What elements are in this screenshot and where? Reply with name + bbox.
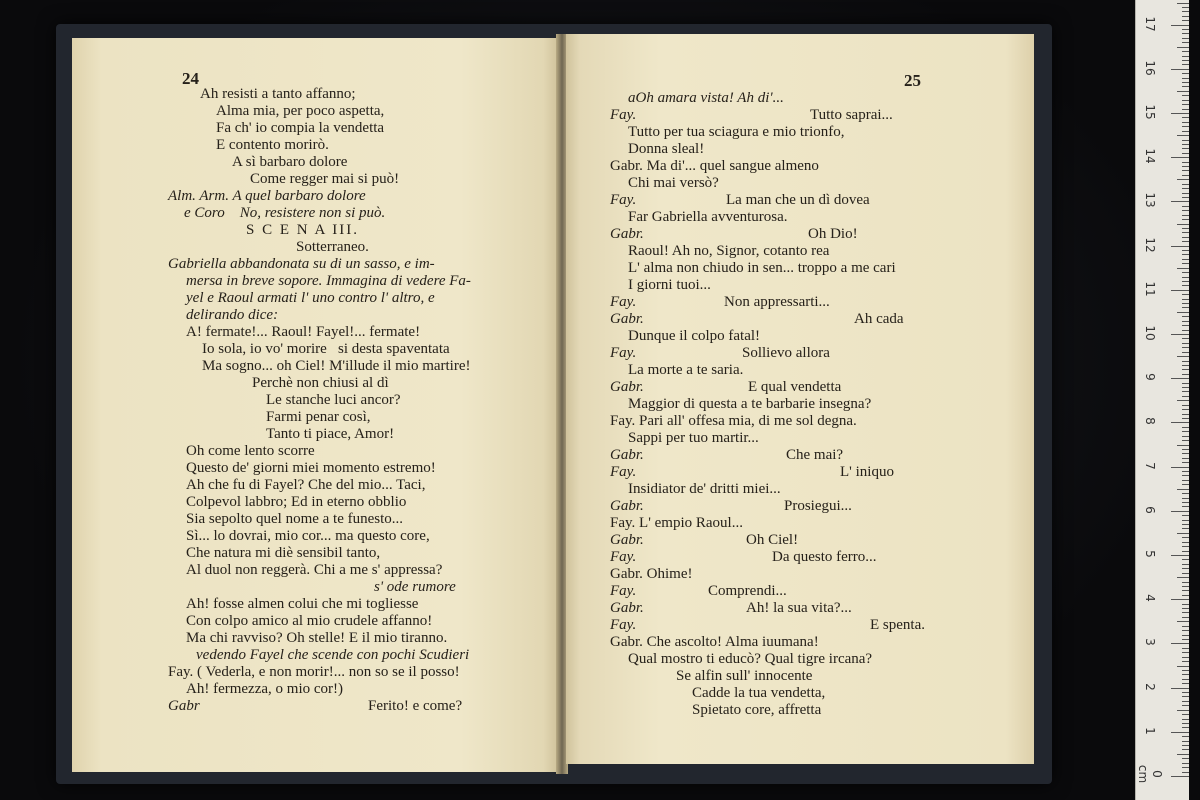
- text-line: La morte a te saria.: [628, 362, 744, 378]
- ruler-tick: [1182, 294, 1189, 295]
- text-line: Gabr. Ma di'... quel sangue almeno: [610, 158, 819, 174]
- text-line: Se alfin sull' innocente: [676, 668, 813, 684]
- ruler-tick: [1182, 745, 1189, 746]
- ruler-tick: [1177, 135, 1189, 136]
- ruler-tick: [1177, 3, 1189, 4]
- ruler-tick: [1182, 316, 1189, 317]
- text-line: Oh Dio!: [808, 226, 858, 242]
- ruler-tick: [1182, 604, 1189, 605]
- ruler-tick: [1182, 144, 1189, 145]
- text-line: Ah! fosse almen colui che mi togliesse: [186, 596, 419, 612]
- ruler-tick: [1182, 140, 1189, 141]
- ruler-tick: [1182, 537, 1189, 538]
- text-line: Ah! la sua vita?...: [746, 600, 852, 616]
- ruler-tick: [1182, 193, 1189, 194]
- ruler-number: 5: [1143, 550, 1157, 558]
- ruler-tick: [1182, 701, 1189, 702]
- ruler-tick: [1182, 82, 1189, 83]
- ruler-number: 7: [1143, 461, 1157, 470]
- ruler-number: 8: [1143, 417, 1157, 426]
- ruler-tick: [1182, 281, 1189, 282]
- ruler-tick: [1182, 325, 1189, 326]
- stage-direction: mersa in breve sopore. Immagina di vedere Fa-: [186, 273, 471, 289]
- ruler-tick: [1182, 741, 1189, 742]
- speaker-label: Fay.: [610, 192, 637, 208]
- ruler-tick: [1182, 542, 1189, 543]
- ruler-tick: [1182, 427, 1189, 428]
- text-line: Spietato core, affretta: [692, 702, 822, 718]
- ruler-tick: [1182, 29, 1189, 30]
- ruler-tick: [1171, 334, 1189, 335]
- speaker-label: Gabr.: [610, 311, 644, 327]
- ruler-tick: [1182, 449, 1189, 450]
- ruler-tick: [1171, 511, 1189, 512]
- ruler-tick: [1182, 506, 1189, 507]
- ruler-tick: [1182, 352, 1189, 353]
- ruler-tick: [1182, 272, 1189, 273]
- ruler-number: 9: [1143, 373, 1157, 381]
- ruler-tick: [1182, 484, 1189, 485]
- ruler-tick: [1182, 568, 1189, 569]
- text-line: Alma mia, per poco aspetta,: [216, 103, 385, 119]
- ruler-tick: [1182, 365, 1189, 366]
- ruler-tick: [1171, 246, 1189, 247]
- ruler-tick: [1171, 688, 1189, 689]
- text-line: Cadde la tua vendetta,: [692, 685, 826, 701]
- ruler-tick: [1182, 361, 1189, 362]
- text-line: Qual mostro ti educò? Qual tigre ircana?: [628, 651, 873, 667]
- ruler-tick: [1177, 754, 1189, 755]
- ruler-tick: [1182, 528, 1189, 529]
- text-line: Questo de' giorni miei momento estremo!: [186, 460, 436, 476]
- ruler-tick: [1182, 184, 1189, 185]
- stage-direction: s' ode rumore: [374, 579, 456, 595]
- text-line: Tutto saprai...: [810, 107, 893, 123]
- ruler-tick: [1182, 188, 1189, 189]
- ruler-tick: [1182, 210, 1189, 211]
- ruler-tick: [1182, 383, 1189, 384]
- text-line: E qual vendetta: [748, 379, 842, 395]
- text-line: Sia sepolto quel nome a te funesto...: [186, 511, 404, 527]
- ruler-tick: [1182, 652, 1189, 653]
- ruler-tick: [1171, 776, 1189, 777]
- ruler-tick: [1171, 113, 1189, 114]
- ruler-number: 2: [1143, 682, 1157, 691]
- ruler-tick: [1182, 285, 1189, 286]
- text-line: Fa ch' io compia la vendetta: [216, 120, 385, 136]
- ruler-tick: [1182, 595, 1189, 596]
- text-line: e Coro No, resistere non si può.: [184, 205, 386, 221]
- ruler-tick: [1182, 56, 1189, 57]
- ruler-tick: [1182, 670, 1189, 671]
- speaker-label: Fay.: [610, 345, 637, 361]
- text-line: Io sola, io vo' morire si desta spaventata: [202, 341, 450, 357]
- ruler-number: 16: [1143, 60, 1157, 76]
- ruler-tick: [1182, 705, 1189, 706]
- ruler-tick: [1182, 723, 1189, 724]
- ruler-tick: [1182, 95, 1189, 96]
- ruler-tick: [1177, 577, 1189, 578]
- ruler-tick: [1182, 219, 1189, 220]
- text-line: Fay. L' empio Raoul...: [610, 515, 743, 531]
- ruler-tick: [1182, 719, 1189, 720]
- ruler-tick: [1182, 109, 1189, 110]
- text-line: Ah che fu di Fayel? Che del mio... Taci,: [186, 477, 426, 493]
- ruler-tick: [1182, 60, 1189, 61]
- ruler-tick: [1182, 86, 1189, 87]
- text-line: Comprendi...: [708, 583, 787, 599]
- ruler-tick: [1182, 515, 1189, 516]
- stage-direction: Gabriella abbandonata su di un sasso, e im-: [168, 256, 435, 272]
- text-line: Con colpo amico al mio crudele affanno!: [186, 613, 433, 629]
- ruler-number: 17: [1143, 15, 1157, 32]
- ruler-tick: [1182, 197, 1189, 198]
- stage-direction: vedendo Fayel che scende con pochi Scudieri: [196, 647, 470, 663]
- ruler-tick: [1182, 471, 1189, 472]
- ruler-number: 4: [1143, 594, 1157, 602]
- speaker-label: Fay.: [610, 549, 637, 565]
- ruler-tick: [1182, 635, 1189, 636]
- ruler-tick: [1182, 551, 1189, 552]
- ruler-tick: [1182, 559, 1189, 560]
- text-line: I giorni tuoi...: [628, 277, 711, 293]
- ruler-tick: [1182, 493, 1189, 494]
- scene-location: Sotterraneo.: [296, 239, 369, 255]
- ruler-number: 10: [1143, 325, 1157, 341]
- ruler-tick: [1182, 462, 1189, 463]
- ruler-tick: [1182, 674, 1189, 675]
- ruler-tick: [1177, 489, 1189, 490]
- speaker-label: Gabr.: [610, 498, 644, 514]
- text-line: Gabr. Che ascolto! Alma iuumana!: [610, 634, 819, 650]
- ruler-tick: [1182, 338, 1189, 339]
- text-line: Non appressarti...: [724, 294, 830, 310]
- text-line: Sì... lo dovrai, mio cor... ma questo core,: [186, 528, 430, 544]
- ruler-tick: [1182, 254, 1189, 255]
- ruler-tick: [1182, 42, 1189, 43]
- ruler-tick: [1182, 758, 1189, 759]
- ruler-tick: [1182, 409, 1189, 410]
- stage-direction: yel e Raoul armati l' uno contro l' altro, e: [186, 290, 435, 306]
- ruler-tick: [1182, 396, 1189, 397]
- ruler-tick: [1182, 347, 1189, 348]
- text-line: Gabr. Ohime!: [610, 566, 693, 582]
- speaker-label: Fay.: [610, 617, 637, 633]
- text-line: Che mai?: [786, 447, 844, 463]
- ruler-tick: [1177, 312, 1189, 313]
- ruler-tick: [1182, 374, 1189, 375]
- ruler-tick: [1182, 405, 1189, 406]
- ruler-tick: [1182, 38, 1189, 39]
- ruler-tick: [1182, 259, 1189, 260]
- ruler-tick: [1182, 263, 1189, 264]
- text-line: Fay. ( Vederla, e non morir!... non so se il posso!: [168, 664, 460, 680]
- text-line: E contento morirò.: [216, 137, 329, 153]
- text-line: Insidiator de' dritti miei...: [628, 481, 781, 497]
- ruler-number: 14: [1143, 148, 1157, 164]
- ruler-tick: [1182, 714, 1189, 715]
- ruler-number: 15: [1143, 104, 1157, 120]
- ruler-tick: [1171, 201, 1189, 202]
- ruler-tick: [1182, 330, 1189, 331]
- ruler-tick: [1182, 232, 1189, 233]
- ruler-tick: [1177, 179, 1189, 180]
- speaker-label: Gabr.: [610, 532, 644, 548]
- text-line: Ah resisti a tanto affanno;: [200, 86, 356, 102]
- ruler-tick: [1182, 299, 1189, 300]
- ruler-tick: [1182, 215, 1189, 216]
- ruler-tick: [1182, 64, 1189, 65]
- ruler-tick: [1182, 153, 1189, 154]
- text-line: Maggior di questa a te barbarie insegna?: [628, 396, 872, 412]
- text-line: Al duol non reggerà. Chi a me s' appressa?: [186, 562, 443, 578]
- text-line: Sappi per tuo martir...: [628, 430, 759, 446]
- ruler-tick: [1182, 612, 1189, 613]
- text-line: La man che un dì dovea: [726, 192, 870, 208]
- ruler-tick: [1171, 555, 1189, 556]
- ruler-tick: [1182, 73, 1189, 74]
- ruler-tick: [1182, 727, 1189, 728]
- ruler-tick: [1182, 391, 1189, 392]
- ruler-tick: [1182, 343, 1189, 344]
- ruler-tick: [1182, 679, 1189, 680]
- ruler-tick: [1182, 639, 1189, 640]
- text-line: Donna sleal!: [628, 141, 705, 157]
- text-line: E spenta.: [870, 617, 925, 633]
- ruler-tick: [1171, 422, 1189, 423]
- ruler-tick: [1182, 475, 1189, 476]
- ruler-tick: [1182, 78, 1189, 79]
- ruler-tick: [1182, 661, 1189, 662]
- speaker-label: Gabr.: [610, 447, 644, 463]
- text-line: Prosiegui...: [784, 498, 852, 514]
- ruler-tick: [1182, 626, 1189, 627]
- text-line: Oh come lento scorre: [186, 443, 315, 459]
- ruler-tick: [1182, 749, 1189, 750]
- scene-heading: S C E N A III.: [246, 222, 360, 238]
- ruler-tick: [1182, 573, 1189, 574]
- speaker-label: Gabr.: [610, 226, 644, 242]
- right-page-number: 25: [904, 71, 921, 90]
- right-page: [566, 34, 1034, 764]
- ruler-tick: [1182, 436, 1189, 437]
- ruler-tick: [1182, 586, 1189, 587]
- ruler-number: 11: [1143, 281, 1157, 297]
- ruler-number: 13: [1143, 192, 1157, 209]
- ruler-tick: [1182, 772, 1189, 773]
- speaker-label: Gabr: [168, 698, 200, 714]
- ruler-tick: [1182, 206, 1189, 207]
- text-line: Ma chi ravviso? Oh stelle! E il mio tiranno.: [186, 630, 448, 646]
- ruler-tick: [1182, 630, 1189, 631]
- ruler-tick: [1177, 710, 1189, 711]
- text-line: Colpevol labbro; Ed in eterno obblio: [186, 494, 407, 510]
- ruler-tick: [1182, 453, 1189, 454]
- text-line: Chi mai versò?: [628, 175, 719, 191]
- ruler-number: 12: [1143, 236, 1157, 253]
- ruler-unit-label: 0 cm: [1136, 764, 1164, 784]
- ruler-tick: [1171, 378, 1189, 379]
- ruler-tick: [1177, 666, 1189, 667]
- ruler-tick: [1182, 440, 1189, 441]
- text-line: Dunque il colpo fatal!: [628, 328, 761, 344]
- speaker-label: Fay.: [610, 464, 637, 480]
- ruler-tick: [1182, 170, 1189, 171]
- ruler-tick: [1177, 356, 1189, 357]
- ruler-tick: [1171, 25, 1189, 26]
- ruler-tick: [1182, 520, 1189, 521]
- ruler-tick: [1182, 683, 1189, 684]
- ruler-tick: [1182, 617, 1189, 618]
- ruler-tick: [1182, 11, 1189, 12]
- ruler-tick: [1182, 648, 1189, 649]
- text-line: Perchè non chiusi al dì: [252, 375, 389, 391]
- speaker-label: Gabr.: [610, 379, 644, 395]
- ruler-tick: [1177, 268, 1189, 269]
- ruler-tick: [1182, 498, 1189, 499]
- ruler-tick: [1182, 590, 1189, 591]
- ruler-tick: [1182, 546, 1189, 547]
- ruler-tick: [1182, 767, 1189, 768]
- ruler-tick: [1177, 445, 1189, 446]
- ruler-tick: [1182, 166, 1189, 167]
- ruler-tick: [1171, 643, 1189, 644]
- ruler-tick: [1182, 7, 1189, 8]
- text-line: L' alma non chiudo in sen... troppo a me cari: [628, 260, 896, 276]
- ruler-tick: [1182, 104, 1189, 105]
- speaker-label: Fay.: [610, 583, 637, 599]
- ruler-tick: [1182, 237, 1189, 238]
- speaker-label: Gabr.: [610, 600, 644, 616]
- ruler-tick: [1182, 458, 1189, 459]
- ruler-tick: [1182, 763, 1189, 764]
- ruler-number: 1: [1143, 726, 1157, 735]
- ruler-tick: [1182, 369, 1189, 370]
- ruler-tick: [1182, 307, 1189, 308]
- text-line: Ferito! e come?: [368, 698, 463, 714]
- measuring-ruler: [1135, 0, 1189, 800]
- ruler-tick: [1182, 502, 1189, 503]
- ruler-tick: [1171, 467, 1189, 468]
- ruler-tick: [1182, 117, 1189, 118]
- text-line: Tutto per tua sciagura e mio trionfo,: [628, 124, 845, 140]
- text-line: Farmi penar così,: [266, 409, 371, 425]
- ruler-tick: [1182, 131, 1189, 132]
- speaker-label: Fay.: [610, 294, 637, 310]
- ruler-tick: [1177, 533, 1189, 534]
- text-line: Fay. Pari all' offesa mia, di me sol degna.: [610, 413, 857, 429]
- text-line: Tanto ti piace, Amor!: [266, 426, 395, 442]
- ruler-tick: [1177, 47, 1189, 48]
- ruler-tick: [1177, 91, 1189, 92]
- ruler-tick: [1171, 290, 1189, 291]
- text-line: Che natura mi diè sensibil tanto,: [186, 545, 381, 561]
- text-line: Oh Ciel!: [746, 532, 799, 548]
- ruler-tick: [1182, 524, 1189, 525]
- ruler-tick: [1182, 608, 1189, 609]
- ruler-tick: [1182, 126, 1189, 127]
- ruler-tick: [1171, 157, 1189, 158]
- speaker-label: Fay.: [610, 107, 637, 123]
- text-line: A sì barbaro dolore: [232, 154, 348, 170]
- text-line: A! fermate!... Raoul! Fayel!... fermate!: [186, 324, 421, 340]
- ruler-tick: [1182, 736, 1189, 737]
- ruler-tick: [1182, 100, 1189, 101]
- text-line: Le stanche luci ancor?: [266, 392, 401, 408]
- left-page-number: 24: [182, 69, 199, 88]
- text-line: Da questo ferro...: [772, 549, 877, 565]
- ruler-tick: [1182, 241, 1189, 242]
- ruler-tick: [1171, 732, 1189, 733]
- ruler-tick: [1182, 696, 1189, 697]
- text-line: Ah cada: [854, 311, 904, 327]
- left-page: [72, 38, 558, 772]
- ruler-tick: [1177, 621, 1189, 622]
- text-line: Come regger mai si può!: [250, 171, 400, 187]
- ruler-tick: [1182, 122, 1189, 123]
- ruler-tick: [1182, 303, 1189, 304]
- ruler-tick: [1182, 277, 1189, 278]
- ruler-tick: [1182, 418, 1189, 419]
- text-line: Alm. Arm. A quel barbaro dolore: [168, 188, 366, 204]
- ruler-tick: [1182, 692, 1189, 693]
- text-line: aOh amara vista! Ah di'...: [628, 90, 784, 106]
- ruler-tick: [1171, 69, 1189, 70]
- ruler-tick: [1182, 51, 1189, 52]
- text-line: Ah! fermezza, o mio cor!): [186, 681, 344, 697]
- ruler-tick: [1182, 582, 1189, 583]
- ruler-number: 6: [1143, 505, 1157, 514]
- ruler-tick: [1182, 250, 1189, 251]
- ruler-tick: [1182, 321, 1189, 322]
- ruler-tick: [1182, 175, 1189, 176]
- text-line: L' iniquo: [840, 464, 894, 480]
- ruler-tick: [1182, 148, 1189, 149]
- ruler-tick: [1182, 414, 1189, 415]
- ruler-tick: [1182, 162, 1189, 163]
- text-line: Sollievo allora: [742, 345, 830, 361]
- text-line: Ma sogno... oh Ciel! M'illude il mio martire!: [202, 358, 471, 374]
- ruler-tick: [1177, 400, 1189, 401]
- ruler-tick: [1182, 228, 1189, 229]
- ruler-tick: [1182, 33, 1189, 34]
- text-line: Raoul! Ah no, Signor, cotanto rea: [628, 243, 830, 259]
- stage-direction: delirando dice:: [186, 307, 279, 323]
- ruler-tick: [1182, 16, 1189, 17]
- ruler-tick: [1182, 431, 1189, 432]
- ruler-tick: [1182, 20, 1189, 21]
- ruler-tick: [1177, 224, 1189, 225]
- ruler-tick: [1182, 480, 1189, 481]
- ruler-tick: [1182, 564, 1189, 565]
- ruler-tick: [1171, 599, 1189, 600]
- text-line: Far Gabriella avventurosa.: [628, 209, 788, 225]
- ruler-tick: [1182, 387, 1189, 388]
- ruler-number: 3: [1143, 638, 1157, 647]
- ruler-tick: [1182, 657, 1189, 658]
